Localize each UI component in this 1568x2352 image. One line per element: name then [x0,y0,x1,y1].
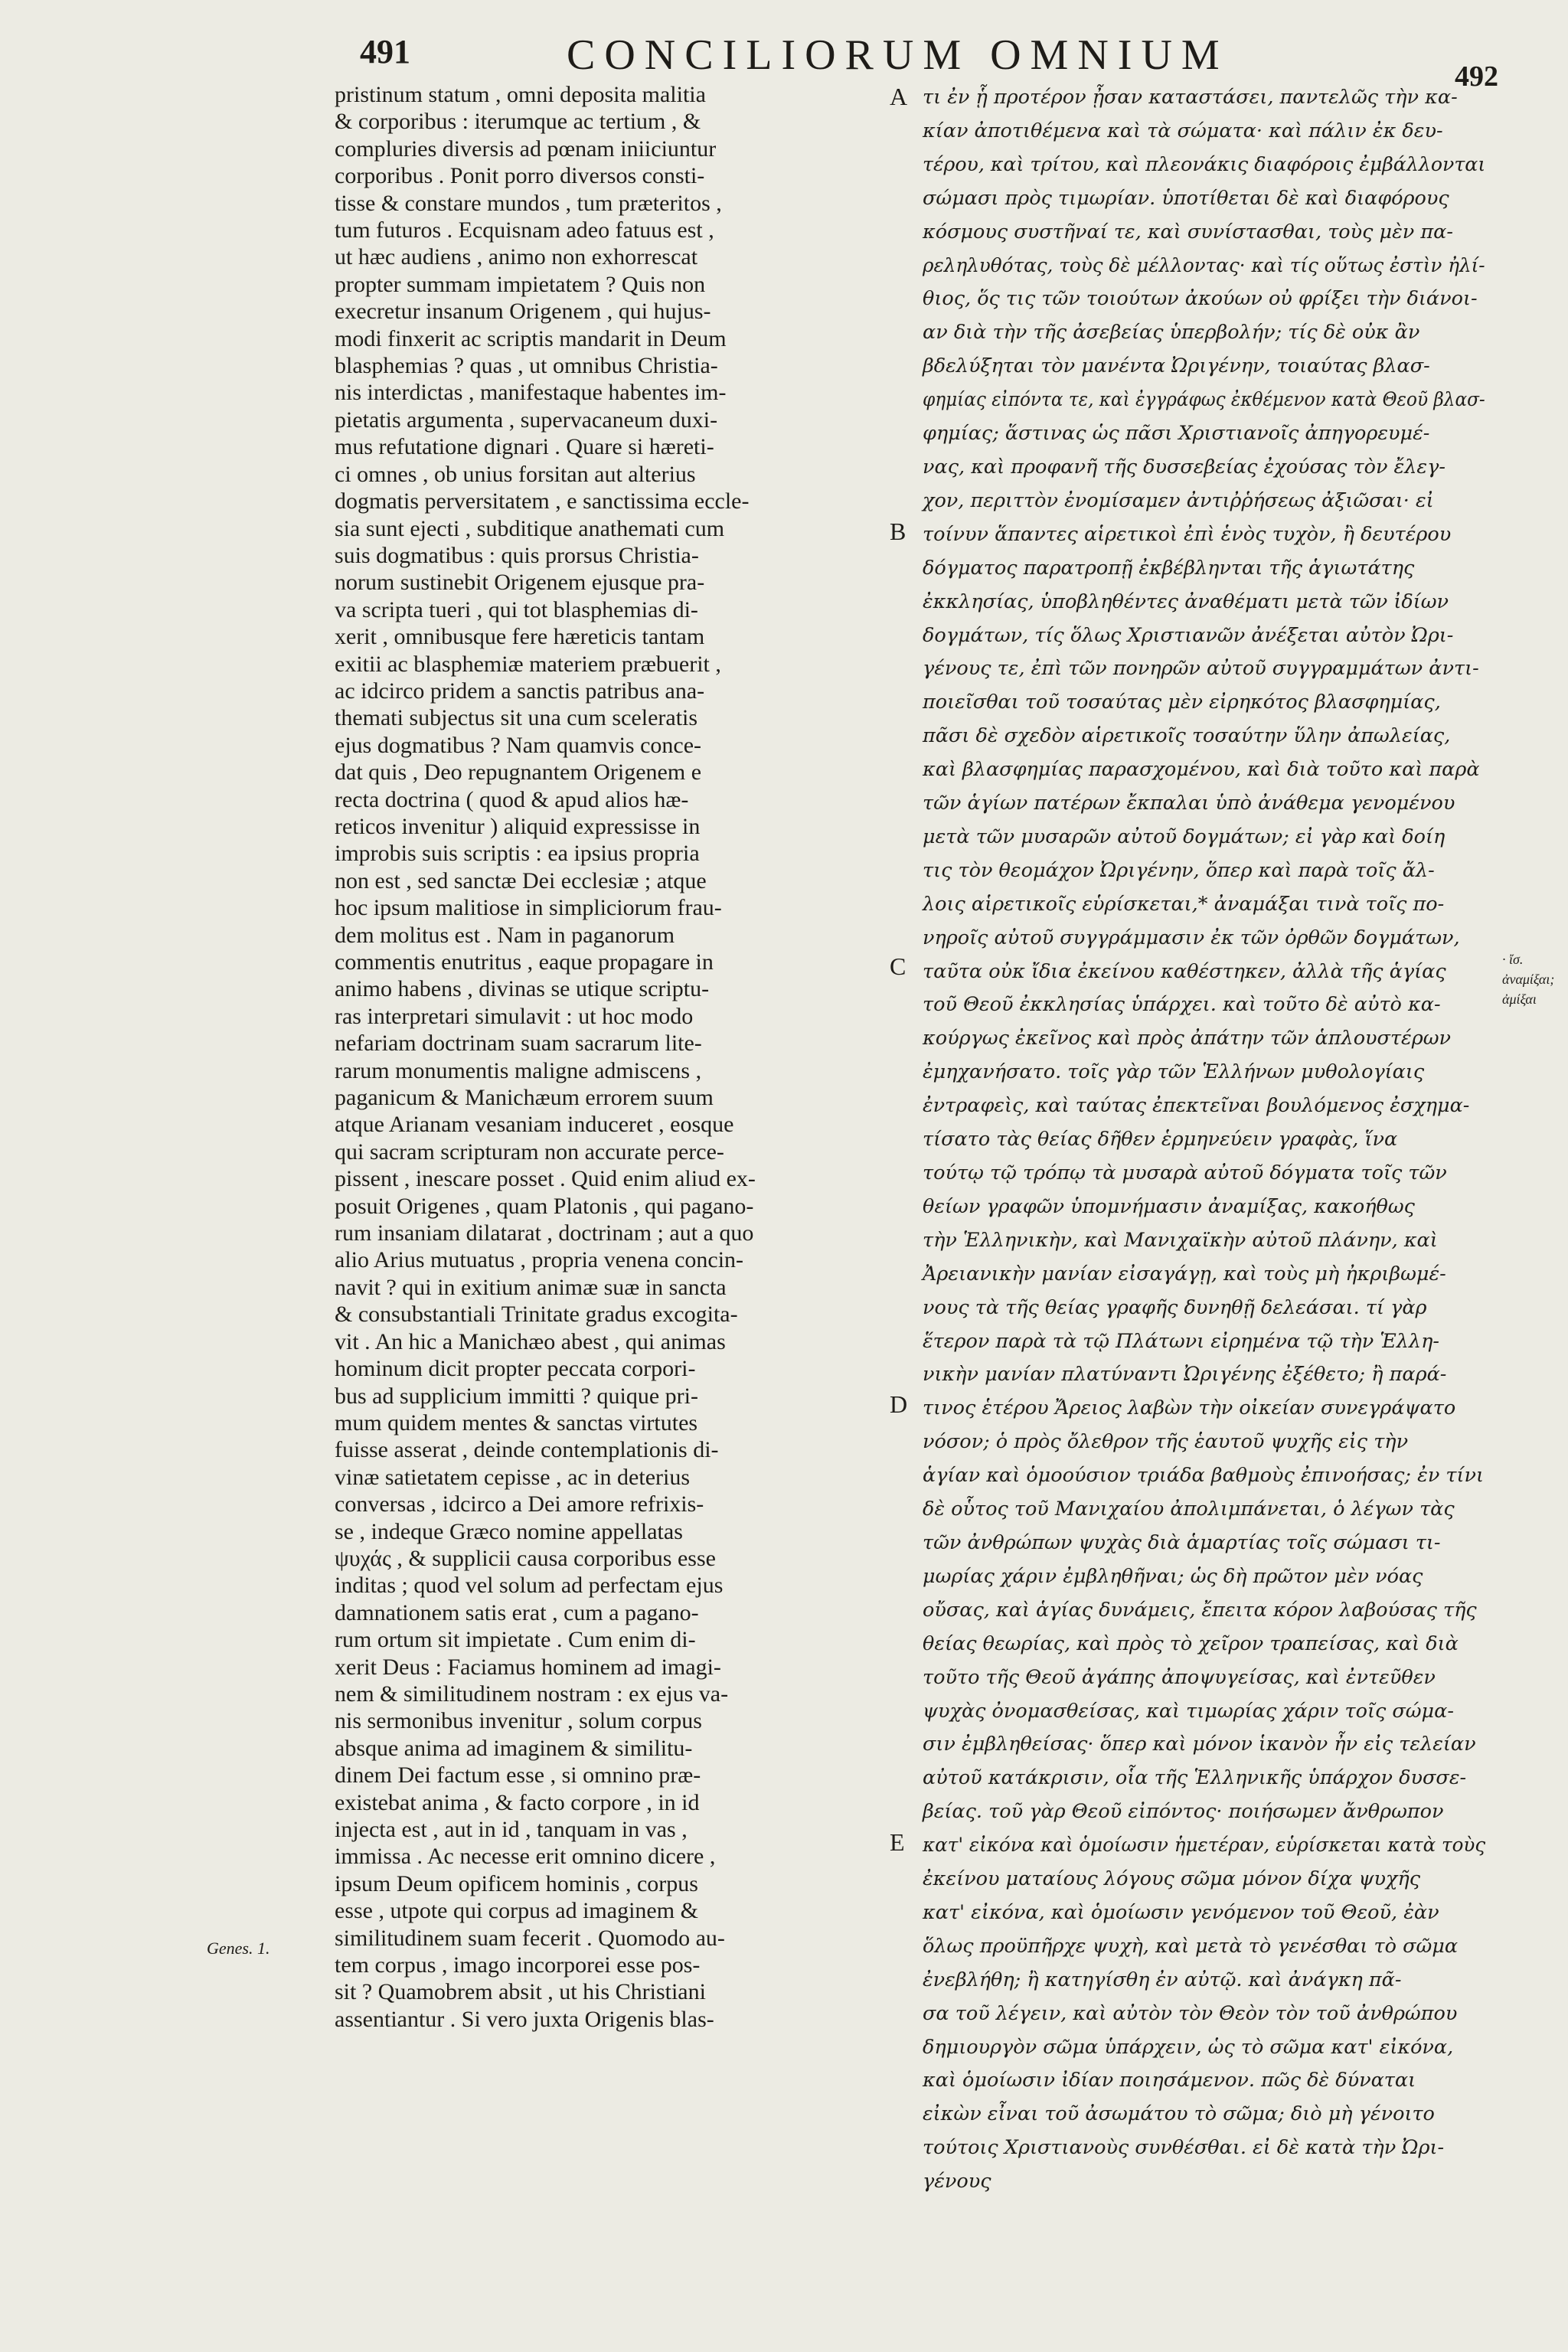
greek-text-line: κίαν ἀποτιθέμενα καὶ τὰ σώματα· καὶ πάλιν ἐκ δευ- [923,119,1443,142]
greek-text-line: μωρίας χάριν ἐμβληθῆναι; ὡς δὴ πρῶτον μὲν νόας [923,1564,1423,1588]
greek-text-line: ρεληλυθότας, τοὺς δὲ μέλλοντας· καὶ τίς οὕτως ἐστὶν ἠλί- [923,253,1485,277]
greek-text-line: τούτῳ τῷ τρόπῳ τὰ μυσαρὰ αὐτοῦ δόγματα τοῖς τῶν [923,1161,1447,1184]
latin-text-line: xerit , omnibusque fere hæreticis tantam [335,624,705,650]
greek-text-line: ποιεῖσθαι τοῦ τοσαύτας μὲν εἰρηκότος βλασφημίας, [923,691,1441,714]
greek-text-line: δὲ οὗτος τοῦ Μανιχαίου ἀπολιμπάνεται, ὁ λέγων τὰς [923,1498,1455,1521]
greek-text-line: τοῦ Θεοῦ ἐκκλησίας ὑπάρχει. καὶ τοῦτο δὲ αὐτὸ κα- [923,993,1441,1017]
latin-text-line: exitii ac blasphemiæ materiem præbuerit , [335,651,721,677]
greek-text-line: θείας θεωρίας, καὶ πρὸς τὸ χεῖρον τραπείσας, καὶ διὰ [923,1632,1459,1655]
greek-text-line: Ἀρειανικὴν μανίαν εἰσαγάγῃ, καὶ τοὺς μὴ ἠκριβωμέ- [923,1262,1446,1285]
latin-text-line: nem & similitudinem nostram : ex ejus va- [335,1681,729,1707]
latin-text-line: dinem Dei factum esse , si omnino præ- [335,1762,701,1788]
greek-text-line: εἰκὼν εἶναι τοῦ ἀσωμάτου τὸ σῶμα; διὸ μὴ γένοιτο [923,2102,1435,2126]
section-mark-d: D [890,1390,908,1418]
latin-text-line: compluries diversis ad pœnam iniiciuntur [335,136,717,162]
latin-text-line: modi finxerit ac scriptis mandarit in Deum [335,325,727,351]
greek-text-line: ὅλως προϋπῆρχε ψυχὴ, καὶ μετὰ τὸ γενέσθαι τὸ σῶμα [923,1934,1459,1958]
latin-text-line: posuit Origenes , quam Platonis , qui pagano- [335,1193,754,1219]
greek-text-line: τοίνυν ἅπαντες αἱρετικοὶ ἐπὶ ἑνὸς τυχὸν, ἢ δευτέρου [923,522,1452,546]
greek-text-line: νους τὰ τῆς θείας γραφῆς δυνηθῇ δελεάσαι. τί γὰρ [923,1295,1427,1319]
latin-text-line: improbis suis scriptis : ea ipsius propria [335,841,700,867]
greek-text-line: χον, περιττὸν ἐνομίσαμεν ἀντιῤῥήσεως ἀξιῶσαι· εἰ [923,488,1434,512]
latin-text-line: fuisse asserat , deinde contemplationis di- [335,1437,719,1463]
latin-text-line: ut hæc audiens , animo non exhorrescat [335,244,698,270]
latin-text-line: injecta est , aut in id , tanquam in vas , [335,1817,688,1842]
latin-text-line: vit . An hic a Manichæo abest , qui animas [335,1328,726,1354]
greek-text-line: τῶν ἀνθρώπων ψυχὰς διὰ ἁμαρτίας τοῖς σώμασι τι- [923,1530,1441,1554]
latin-text-line: non est , sed sanctæ Dei ecclesiæ ; atque [335,867,707,893]
greek-text-line: τίσατο τὰς θείας δῆθεν ἑρμηνεύειν γραφὰς, ἵνα [923,1128,1398,1152]
greek-text-line: δογμάτων, τίς ὅλως Χριστιανῶν ἀνέξεται αὐτὸν Ὠρι- [923,623,1454,647]
greek-text-line: μετὰ τῶν μυσαρῶν αὐτοῦ δογμάτων; εἰ γὰρ καὶ δοίη [923,825,1446,848]
greek-text-line: λοις αἱρετικοῖς εὑρίσκεται,* ἀναμάξαι τινὰ τοῖς πο- [923,892,1445,916]
latin-text-line: norum sustinebit Origenem ejusque pra- [335,570,705,596]
greek-text-line: ψυχὰς ὀνομασθείσας, καὶ τιμωρίας χάριν τοῖς σώμα- [923,1699,1454,1723]
latin-text-line: esse , utpote qui corpus ad imaginem & [335,1898,698,1924]
latin-text-line: suis dogmatibus : quis prorsus Christia- [335,542,699,568]
latin-text-line: atque Arianam vesaniam induceret , eosque [335,1112,734,1138]
latin-text-line: assentiantur . Si vero juxta Origenis blas- [335,2006,714,2032]
latin-text-line: sia sunt ejecti , subditique anathemati cum [335,515,725,541]
latin-text-line: pristinum statum , omni deposita malitia [335,82,706,107]
latin-text-line: xerit Deus : Faciamus hominem ad imagi- [335,1654,721,1680]
margin-note-genesis: Genes. 1. [207,1939,270,1958]
greek-text-line: ἐκκλησίας, ὑποβληθέντες ἀναθέματι μετὰ τῶν ἰδίων [923,590,1449,613]
greek-text-line: νηροῖς αὐτοῦ συγγράμμασιν ἐκ τῶν ὀρθῶν δογμάτων, [923,926,1460,949]
greek-text-line: γένους [923,2170,991,2194]
latin-text-line: conversas , idcirco a Dei amore refrixis- [335,1491,704,1517]
greek-text-line: τούτοις Χριστιανοὺς συνθέσθαι. εἰ δὲ κατὰ τὴν Ὠρι- [923,2136,1445,2160]
greek-text-line: ταῦτα οὐκ ἴδια ἐκείνου καθέστηκεν, ἀλλὰ τῆς ἁγίας [923,959,1446,983]
latin-text-line: reticos invenitur ) aliquid expressisse in [335,813,701,839]
latin-text-line: & corporibus : iterumque ac tertium , & [335,109,701,135]
greek-text-line: τις τὸν θεομάχον Ὠριγένην, ὅπερ καὶ παρὰ τοῖς ἄλ- [923,858,1435,882]
latin-text-line: ci omnes , ob unius forsitan aut alterius [335,461,696,487]
greek-text-line: γένους τε, ἐπὶ τῶν πονηρῶν αὐτοῦ συγγραμμάτων ἀντι- [923,657,1479,681]
greek-text-line: θιος, ὅς τις τῶν τοιούτων ἀκούων οὐ φρίξει τὴν διάνοι- [923,287,1478,311]
latin-text-line: se , indeque Græco nomine appellatas [335,1518,683,1544]
latin-text-line: hominum dicit propter peccata corpori- [335,1356,696,1382]
greek-text-line: κατ' εἰκόνα καὶ ὁμοίωσιν ἡμετέραν, εὑρίσκεται κατὰ τοὺς [923,1834,1486,1857]
greek-text-line: νας, καὶ προφανῆ τῆς δυσσεβείας ἐχούσας τὸν ἔλεγ- [923,455,1446,479]
greek-text-line: τέρου, καὶ τρίτου, καὶ πλεονάκις διαφόροις ἐμβάλλονται [923,152,1486,176]
section-mark-b: B [890,518,906,545]
latin-text-line: ψυχάς , & supplicii causa corporibus esse [335,1545,716,1571]
section-mark-e: E [890,1828,905,1856]
latin-text-line: recta doctrina ( quod & apud alios hæ- [335,786,689,812]
latin-text-line: dem molitus est . Nam in paganorum [335,922,675,948]
greek-text-line: δημιουργὸν σῶμα ὑπάρχειν, ὡς τὸ σῶμα κατ' εἰκόνα, [923,2035,1454,2059]
latin-text-line: nefariam doctrinam suam sacrarum lite- [335,1031,702,1057]
running-title: CONCILIORUM OMNIUM [567,31,1229,79]
latin-text-line: propter summam impietatem ? Quis non [335,271,706,297]
greek-column [923,81,1485,2199]
greek-text-line: πᾶσι δὲ σχεδὸν αἱρετικοῖς τοσαύτην ὕλην ἀπωλείας, [923,724,1451,748]
left-page-number: 491 [360,33,410,70]
section-mark-a: A [890,83,908,110]
latin-text-line: nis interdictas , manifestaque habentes im- [335,380,727,406]
greek-text-line: νόσον; ὁ πρὸς ὄλεθρον τῆς ἑαυτοῦ ψυχῆς εἰς τὴν [923,1430,1409,1454]
greek-text-line: καὶ ὁμοίωσιν ἰδίαν ποιησάμενον. πῶς δὲ δύναται [923,2069,1416,2092]
latin-text-line: blasphemias ? quas , ut omnibus Christia- [335,353,718,379]
latin-text-line: sit ? Quamobrem absit , ut his Christiani [335,1979,706,2005]
latin-text-line: nis sermonibus invenitur , solum corpus [335,1708,702,1734]
latin-text-line: pissent , inescare posset . Quid enim aliud ex- [335,1166,756,1192]
latin-text-line: va scripta tueri , qui tot blasphemias di- [335,596,698,622]
latin-text-line: paganicum & Manichæum errorem suum [335,1085,714,1111]
latin-text-line: bus ad supplicium immitti ? quique pri- [335,1383,698,1409]
latin-text-line: mus refutatione dignari . Quare si hæreti- [335,434,714,460]
latin-text-line: tisse & constare mundos , tum præteritos , [335,190,722,216]
right-page-number: 492 [1455,60,1498,93]
latin-text-line: ipsum Deum opificem hominis , corpus [335,1870,698,1896]
latin-text-line: themati subjectus sit una cum sceleratis [335,705,698,731]
greek-text-line: ἐντραφεὶς, καὶ ταύτας ἐπεκτεῖναι βουλόμενος ἐσχημα- [923,1094,1470,1118]
greek-text-line: κόσμους συστῆναί τε, καὶ συνίστασθαι, τοὺς μὲν πα- [923,220,1454,243]
latin-text-line: existebat anima , & facto corpore , in id [335,1789,700,1815]
latin-text-line: alio Arius mutuatus , propria venena concin- [335,1247,744,1273]
greek-text-line: κατ' εἰκόνα, καὶ ὁμοίωσιν γενόμενον τοῦ Θεοῦ, ἐὰν [923,1900,1439,1924]
latin-text-line: damnationem satis erat , cum a pagano- [335,1599,699,1625]
greek-text-line: βδελύξηται τὸν μανέντα Ὠριγένην, τοιαύτας βλασ- [923,354,1430,378]
latin-text-line: tum futuros . Ecquisnam adeo fatuus est , [335,217,714,243]
latin-text-line: similitudinem suam fecerit . Quomodo au- [335,1925,725,1951]
latin-text-line: & consubstantiali Trinitate gradus excogita- [335,1302,738,1328]
greek-text-line: δόγματος παρατροπῇ ἐκβέβληνται τῆς ἁγιωτάτης [923,556,1415,580]
latin-text-line: corporibus . Ponit porro diversos consti- [335,163,705,189]
latin-text-line: execretur insanum Origenem , qui hujus- [335,299,711,325]
greek-text-line: αὐτοῦ κατάκρισιν, οἷα τῆς Ἑλληνικῆς ὑπάρχον δυσσε- [923,1766,1467,1790]
latin-text-line: rum ortum sit impietate . Cum enim di- [335,1627,696,1653]
latin-text-line: dat quis , Deo repugnantem Origenem e [335,760,702,786]
latin-text-line: vinæ satietatem cepisse , ac in deterius [335,1464,691,1490]
section-mark-c: C [890,952,906,980]
greek-text-line: τῶν ἁγίων πατέρων ἔκπαλαι ὑπὸ ἀνάθεμα γενομένου [923,792,1455,815]
latin-text-line: navit ? qui in exitium animæ suæ in sancta [335,1274,727,1300]
latin-text-line: absque anima ad imaginem & similitu- [335,1735,693,1761]
latin-text-line: inditas ; quod vel solum ad perfectam ejus [335,1573,724,1599]
greek-text-line: σώμασι πρὸς τιμωρίαν. ὑποτίθεται δὲ καὶ διαφόρους [923,186,1449,210]
greek-text-line: βείας. τοῦ γὰρ Θεοῦ εἰπόντος· ποιήσωμεν ἄνθρωπον [923,1800,1444,1824]
greek-text-line: τινος ἑτέρου Ἄρειος λαβὼν τὴν οἰκείαν συνεγράψατο [923,1396,1456,1420]
greek-text-line: ἁγίαν καὶ ὁμοούσιον τριάδα βαθμοὺς ἐπινοήσας; ἐν τίνι [923,1464,1485,1488]
latin-text-line: ras interpretari simulavit : ut hoc modo [335,1003,694,1029]
latin-text-line: rarum monumentis maligne admiscens , [335,1057,702,1083]
greek-text-line: νικὴν μανίαν πλατύναντι Ὠριγένης ἐξέθετο; ἢ παρά- [923,1363,1447,1387]
latin-text-line: mum quidem mentes & sanctas virtutes [335,1410,698,1436]
latin-text-line: ac idcirco pridem a sanctis patribus ana- [335,678,705,704]
margin-note-variant: · ἴσ. ἀναμίξαι; ἀμίξαι [1502,952,1555,1007]
greek-text-line: φημίας εἰπόντα τε, καὶ ἐγγράφως ἐκθέμενον κατὰ Θεοῦ βλασ- [923,388,1485,412]
greek-text-line: κούργως ἐκεῖνος καὶ πρὸς ἀπάτην τῶν ἁπλουστέρων [923,1027,1452,1050]
latin-text-line: pietatis argumenta , supervacaneum duxi- [335,407,718,433]
greek-text-line: ἐμηχανήσατο. τοῖς γὰρ τῶν Ἑλλήνων μυθολογίαις [923,1060,1425,1084]
latin-text-line: immissa . Ac necesse erit omnino dicere , [335,1844,716,1870]
greek-text-line: σιν ἐμβληθείσας· ὅπερ καὶ μόνον ἱκανὸν ἦν εἰς τελείαν [923,1733,1476,1756]
greek-text-line: ἐκείνου ματαίους λόγους σῶμα μόνον δίχα ψυχῆς [923,1867,1421,1891]
greek-text-line: σα τοῦ λέγειν, καὶ αὐτὸν τὸν Θεὸν τὸν τοῦ ἀνθρώπου [923,2001,1458,2025]
greek-text-line: αν διὰ τὴν τῆς ἀσεβείας ὑπερβολήν; τίς δὲ οὐκ ἂν [923,321,1420,345]
latin-text-line: dogmatis perversitatem , e sanctissima eccle- [335,488,750,514]
greek-text-line: τοῦτο τῆς Θεοῦ ἀγάπης ἀποψυγείσας, καὶ ἐντεῦθεν [923,1665,1436,1689]
latin-text-line: hoc ipsum malitiose in simpliciorum frau- [335,895,722,921]
greek-text-line: τὴν Ἑλληνικὴν, καὶ Μανιχαϊκὴν αὐτοῦ πλάνην, καὶ [923,1228,1438,1252]
latin-text-line: rum insaniam dilatarat , doctrinam ; aut a quo [335,1220,754,1246]
greek-text-line: θείων γραφῶν ὑπομνήμασιν ἀναμίξας, κακοήθως [923,1194,1415,1218]
greek-text-line: τι ἐν ᾗ προτέρον ᾖσαν καταστάσει, παντελῶς τὴν κα- [923,86,1458,109]
greek-text-line: ἐνεβλήθη; ἢ κατηγίσθη ἐν αὐτῷ. καὶ ἀνάγκη πᾶ- [923,1968,1402,1991]
latin-text-line: animo habens , divinas se utique scriptu- [335,976,710,1002]
greek-text-line: ἕτερον παρὰ τὰ τῷ Πλάτωνι εἰρημένα τῷ τὴν Ἑλλη- [923,1329,1439,1353]
latin-text-line: qui sacram scripturam non accurate perce- [335,1138,724,1165]
greek-text-line: οὔσας, καὶ ἁγίας δυνάμεις, ἔπειτα κόρον λαβούσας τῆς [923,1598,1477,1622]
latin-text-line: ejus dogmatibus ? Nam quamvis conce- [335,732,702,758]
greek-text-line: φημίας; ἅστινας ὡς πᾶσι Χριστιανοῖς ἀπηγορευμέ- [923,422,1430,446]
latin-text-line: tem corpus , imago incorporei esse pos- [335,1952,701,1978]
latin-text-line: commentis enutritus , eaque propagare in [335,949,714,975]
latin-column [335,81,880,2033]
greek-text-line: καὶ βλασφημίας παρασχομένου, καὶ διὰ τοῦτο καὶ παρὰ [923,758,1480,782]
